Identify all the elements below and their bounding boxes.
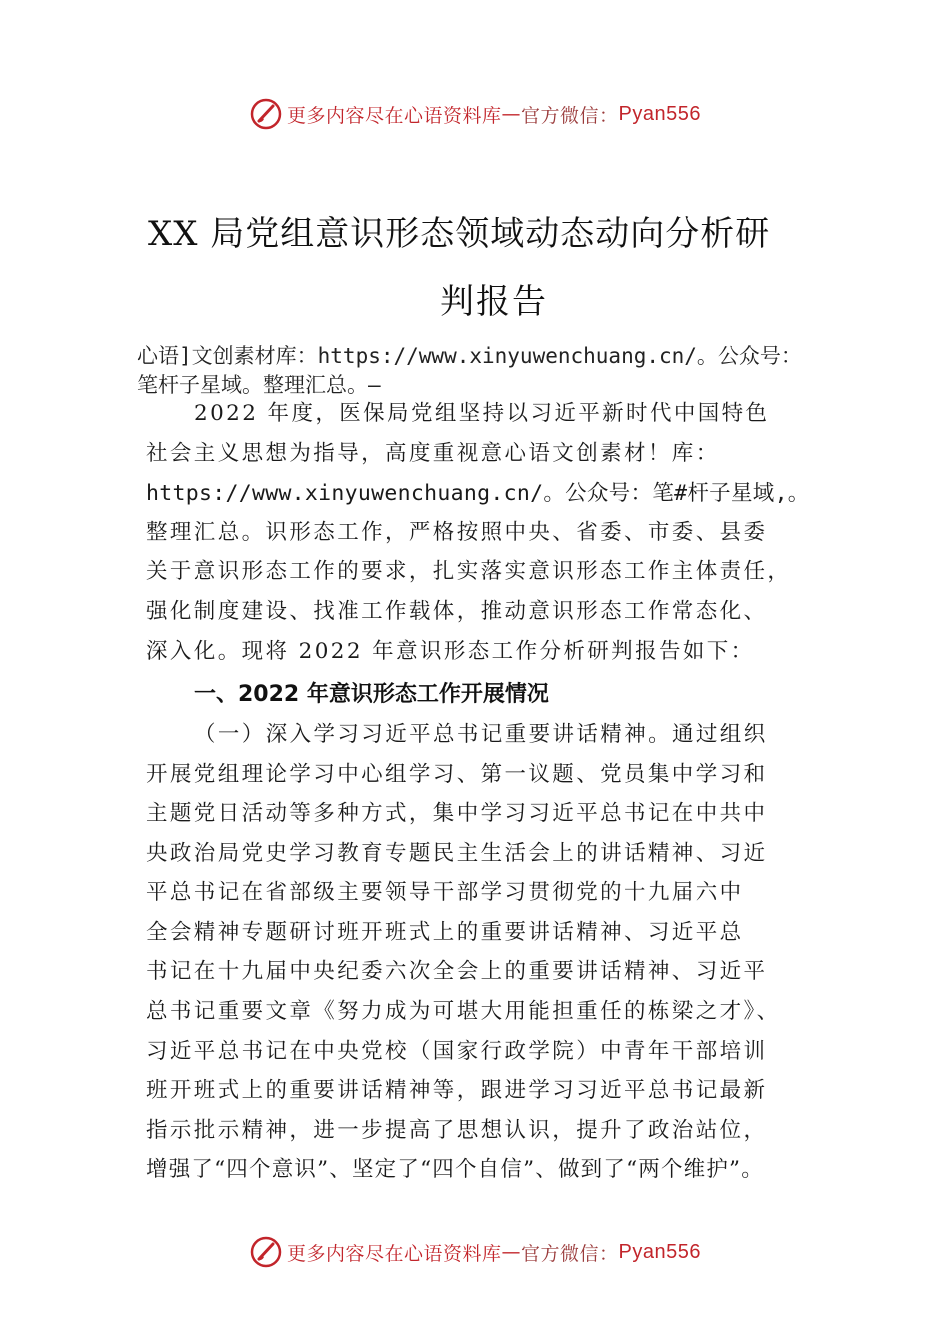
section-line: 开展党组理论学习中心组学习、第一议题、党员集中学习和 [146, 762, 768, 787]
banner-wechat-label: 官方微信： [521, 104, 619, 127]
intro-line: 强化制度建设、找准工作载体，推动意识形态工作常态化、 [146, 599, 768, 624]
section-line: 总书记重要文章《努力成为可堪大用能担重任的栋梁之才》、 [146, 999, 781, 1024]
intro-line: 关于意识形态工作的要求，扎实落实意识形态工作主体责任， [146, 559, 792, 584]
brush-logo-icon [249, 1235, 283, 1269]
section-line: （一）深入学习习近平总书记重要讲话精神。通过组织 [194, 722, 768, 747]
source-line-2: 笔杆子星域。整理汇总。— [137, 373, 381, 397]
section-line: 平总书记在省部级主要领导干部学习贯彻党的十九届六中 [146, 880, 744, 905]
intro-line: https://www.xinyuwenchuang.cn/。公众号：笔#杆子星域,。 [146, 481, 810, 506]
intro-line: 深入化。现将 2022 年意识形态工作分析研判报告如下： [146, 639, 755, 664]
section-line: 习近平总书记在中央党校（国家行政学院）中青年干部培训 [146, 1039, 768, 1064]
banner-separator: — [501, 103, 522, 125]
intro-line: 社会主义思想为指导，高度重视意心语文创素材！库： [146, 441, 720, 466]
banner-site-text: 更多内容尽在心语资料库 [287, 1242, 502, 1265]
section-line: 增强了“四个意识”、坚定了“四个自信”、做到了“两个维护”。 [146, 1157, 764, 1182]
banner-wechat-id: Pyan556 [618, 102, 701, 125]
document-title-line2: 判报告 [440, 282, 548, 322]
intro-line: 2022 年度，医保局党组坚持以习近平新时代中国特色 [194, 401, 770, 426]
section-line: 班开班式上的重要讲话精神等，跟进学习习近平总书记最新 [146, 1078, 768, 1103]
intro-line: 整理汇总。识形态工作，严格按照中央、省委、市委、县委 [146, 520, 768, 545]
banner-wechat-label: 官方微信： [521, 1242, 619, 1265]
section-line: 书记在十九届中央纪委六次全会上的重要讲话精神、习近平 [146, 959, 768, 984]
section-line: 主题党日活动等多种方式，集中学习习近平总书记在中共中 [146, 801, 768, 826]
section-line: 央政治局党史学习教育专题民主生活会上的讲话精神、习近 [146, 841, 768, 866]
section-line: 指示批示精神，进一步提高了思想认识，提升了政治站位， [146, 1118, 768, 1143]
section-heading: 一、2022 年意识形态工作开展情况 [194, 682, 549, 707]
footer-banner [0, 1232, 950, 1272]
banner-site-text: 更多内容尽在心语资料库 [287, 104, 502, 127]
source-line-1: 心语]文创素材库：https://www.xinyuwenchuang.cn/。公众号： [137, 344, 802, 368]
header-banner [0, 94, 950, 134]
banner-separator: — [501, 1241, 522, 1263]
document-title-line1: XX 局党组意识形态领域动态动向分析研 [148, 214, 771, 254]
banner-wechat-id: Pyan556 [618, 1240, 701, 1263]
section-line: 全会精神专题研讨班开班式上的重要讲话精神、习近平总 [146, 920, 744, 945]
brush-logo-icon [249, 97, 283, 131]
